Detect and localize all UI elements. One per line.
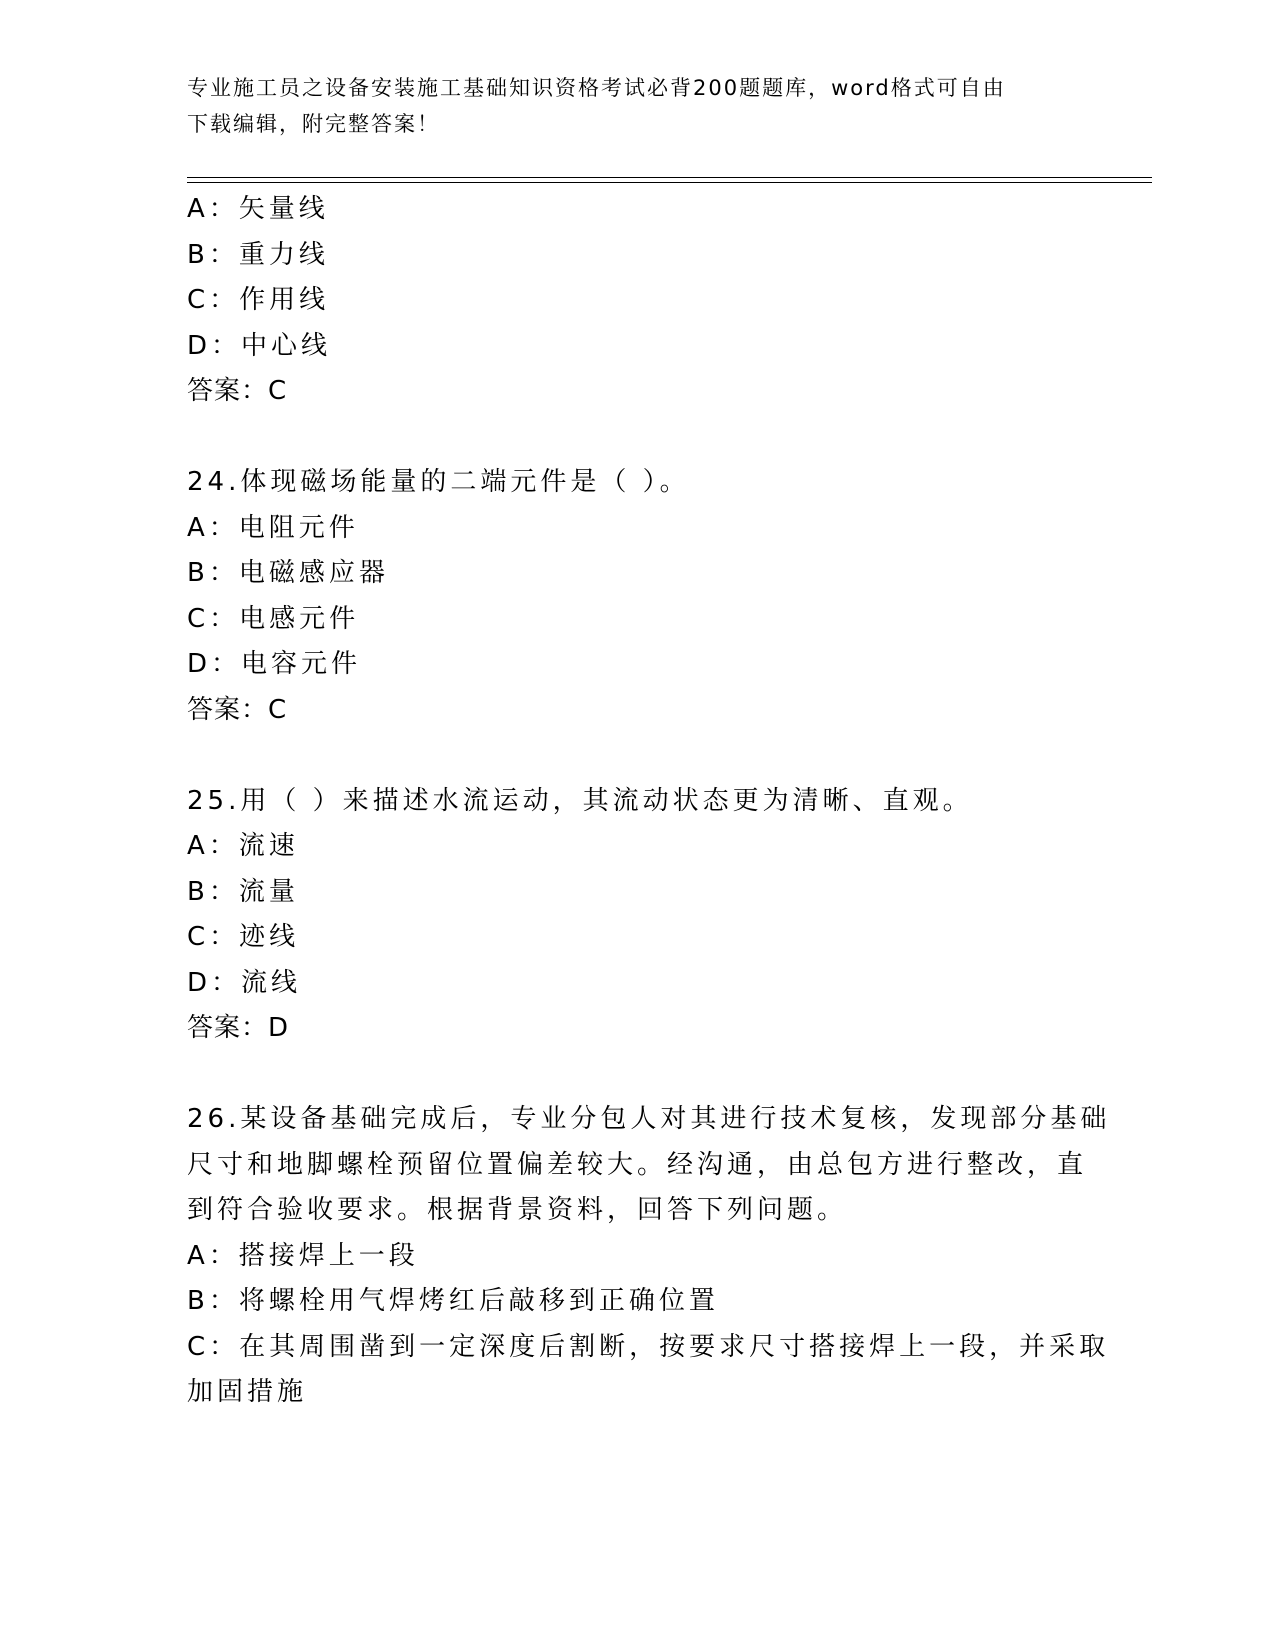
question-23 (187, 187, 1087, 415)
option-b: B：将螺栓用气焊烤红后敲移到正确位置 (187, 1286, 719, 1316)
option-b: B：电磁感应器 (187, 558, 389, 588)
option-d: D：中心线 (187, 330, 332, 361)
question-list (187, 187, 1111, 1416)
option-c-continued: 加固措施 (187, 1377, 308, 1407)
option-d: D：流线 (187, 967, 302, 998)
spacer (187, 1052, 1087, 1098)
header-line-2: 下载编辑，附完整答案！ (187, 112, 440, 136)
header-divider-top (187, 177, 1152, 178)
question-text-line-3: 到符合验收要求。根据背景资料，回答下列问题。 (187, 1195, 848, 1225)
question-text: 25.用（ ）来描述水流运动，其流动状态更为清晰、直观。 (187, 785, 973, 816)
option-c: C：作用线 (187, 285, 330, 315)
question-26 (187, 1097, 1111, 1416)
answer: 答案：C (187, 376, 288, 406)
answer: 答案：C (187, 694, 288, 725)
header-divider-bottom (187, 182, 1152, 183)
option-c: C：电感元件 (187, 603, 360, 634)
question-text: 24.体现磁场能量的二端元件是（ ）。 (187, 467, 690, 497)
option-d: D：电容元件 (187, 649, 362, 679)
answer: 答案：D (187, 1013, 290, 1043)
option-c: C：迹线 (187, 922, 300, 952)
option-a: A：搭接焊上一段 (187, 1240, 419, 1271)
option-c: C：在其周围凿到一定深度后割断，按要求尺寸搭接焊上一段，并采取 (187, 1331, 1110, 1362)
question-text-line-2: 尺寸和地脚螺栓预留位置偏差较大。经沟通，由总包方进行整改，直 (187, 1149, 1088, 1180)
option-a: A：流速 (187, 831, 299, 861)
spacer (187, 415, 1087, 461)
option-a: A：矢量线 (187, 194, 329, 224)
option-b: B：重力线 (187, 239, 329, 270)
header-line-1: 专业施工员之设备安装施工基础知识资格考试必背200题题库，word格式可自由 (187, 76, 1006, 100)
option-a: A：电阻元件 (187, 512, 359, 543)
option-b: B：流量 (187, 876, 299, 907)
question-24 (187, 460, 1087, 733)
spacer (187, 733, 1087, 779)
question-text-line-1: 26.某设备基础完成后，专业分包人对其进行技术复核，发现部分基础 (187, 1104, 1111, 1134)
document-header (187, 70, 1087, 142)
question-25 (187, 779, 1087, 1052)
